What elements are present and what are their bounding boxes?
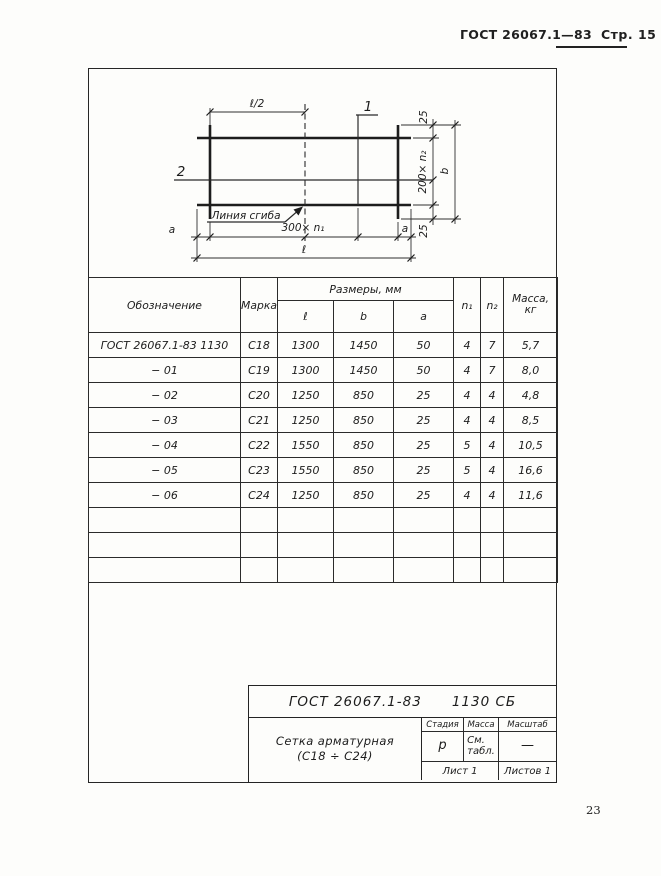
dim-300n1-label: 300× n₁ [281,222,325,234]
sheets-cell: Листов 1 [504,765,551,777]
title-block-doc-row [249,686,556,718]
table-row [89,483,558,508]
cell-mark: С19 [241,358,278,383]
title-block-name-line1: Сетка арматурная [275,734,395,748]
cell-b: 850 [334,483,394,508]
table-row [89,333,558,358]
cell-n1: 4 [454,483,481,508]
dim-25-top-label: 25 [418,110,430,124]
cell-designation: ГОСТ 26067.1-83 1130 [89,333,241,358]
cell-l: 1300 [278,333,334,358]
cell-mark [241,533,278,558]
cell-a: 50 [394,358,454,383]
cell-l: 1550 [278,458,334,483]
page-label: Стр. 15 [600,27,657,42]
cell-n1 [454,558,481,583]
mesh-bars [197,125,411,219]
cell-n2: 7 [481,333,504,358]
cell-n2: 4 [481,383,504,408]
cell-mark [241,508,278,533]
cell-n2: 4 [481,483,504,508]
col-header-n1: n₁ [454,278,481,333]
cell-designation: − 03 [89,408,241,433]
cell-l [278,558,334,583]
cell-b [334,558,394,583]
cell-b: 1450 [334,333,394,358]
cell-b: 850 [334,383,394,408]
cell-l: 1250 [278,383,334,408]
cell-n1: 5 [454,433,481,458]
col-header-l: ℓ [278,301,334,333]
cell-n1: 5 [454,458,481,483]
cell-l: 1550 [278,433,334,458]
cell-mark: С24 [241,483,278,508]
mass-value-line2: табл. [467,745,495,757]
position-2-label: 2 [176,164,186,180]
dim-200n2-label: 200× n₂ [417,150,429,194]
cell-b: 1450 [334,358,394,383]
cell-a: 25 [394,433,454,458]
title-block-doc: ГОСТ 26067.1-83 [288,693,422,710]
cell-n2: 4 [481,458,504,483]
cell-mass: 10,5 [504,433,558,458]
cell-mark: С20 [241,383,278,408]
col-header-a: a [394,301,454,333]
dim-l-total-label: ℓ [301,244,307,256]
cell-b: 850 [334,408,394,433]
col-header-sizes: Размеры, мм [278,278,454,301]
table-row [89,458,558,483]
cell-a [394,508,454,533]
col-header-b: b [334,301,394,333]
cell-a: 50 [394,333,454,358]
cell-designation: − 01 [89,358,241,383]
cell-designation: − 06 [89,483,241,508]
table-row [89,383,558,408]
position-1-label: 1 [363,99,373,115]
mass-header-line1: Масса, [512,292,549,305]
cell-mass: 8,5 [504,408,558,433]
cell-l: 1250 [278,408,334,433]
cell-a: 25 [394,408,454,433]
cell-n2: 4 [481,408,504,433]
cell-mass: 5,7 [504,333,558,358]
stage-label: Стадия [422,718,464,732]
cell-mark: С22 [241,433,278,458]
cell-designation: − 04 [89,433,241,458]
cell-b: 850 [334,458,394,483]
cell-n2 [481,558,504,583]
cell-l [278,508,334,533]
cell-a [394,558,454,583]
cell-b: 850 [334,433,394,458]
scale-value: — [499,732,556,762]
cell-a: 25 [394,458,454,483]
title-block-grid [422,718,556,780]
sheet-cell: Лист 1 [422,762,499,780]
cell-mark: С21 [241,408,278,433]
dim-25-bottom-label: 25 [418,224,430,238]
table-row [89,558,558,583]
dim-l-half-label: ℓ/2 [249,98,265,110]
cell-designation [89,533,241,558]
cell-mass [504,508,558,533]
title-block-code: 1130 СБ [451,693,517,710]
title-block-name-line2: (С18 ÷ С24) [297,749,373,763]
dim-a-left-label: a [168,224,176,236]
dim-b-label: b [439,167,451,175]
cell-designation: − 05 [89,458,241,483]
cell-mark [241,558,278,583]
cell-l [278,533,334,558]
col-header-mass [504,278,558,333]
mass-label: Масса [464,718,499,732]
cell-l: 1300 [278,358,334,383]
cell-b [334,508,394,533]
cell-designation: − 02 [89,383,241,408]
title-block [248,685,557,783]
col-header-designation: Обозначение [89,278,241,333]
title-block-name [249,718,422,780]
cell-n1: 4 [454,408,481,433]
cell-mass: 11,6 [504,483,558,508]
mesh-diagram [88,68,557,277]
page-number: 23 [586,803,601,817]
cell-mark: С18 [241,333,278,358]
dim-a-right-label: a [401,223,409,235]
stage-value: р [422,732,464,762]
cell-a [394,533,454,558]
doc-number: ГОСТ 26067.1—83 [460,27,592,42]
cell-n2 [481,533,504,558]
table-row [89,433,558,458]
cell-b [334,533,394,558]
col-header-mark: Марка [241,278,278,333]
cell-designation [89,558,241,583]
scale-label: Масштаб [499,718,556,732]
cell-n1 [454,533,481,558]
cell-mark: С23 [241,458,278,483]
mass-value [464,732,499,762]
cell-n1: 4 [454,333,481,358]
cell-n1: 4 [454,383,481,408]
table-row [89,533,558,558]
table-row [89,508,558,533]
header-rule [556,46,627,48]
table-row [89,358,558,383]
spec-table [88,277,558,583]
cell-mass [504,533,558,558]
cell-n2: 4 [481,433,504,458]
page-header [460,27,656,42]
cell-mass: 8,0 [504,358,558,383]
cell-n1 [454,508,481,533]
cell-n2: 7 [481,358,504,383]
cell-mass: 4,8 [504,383,558,408]
col-header-n2: n₂ [481,278,504,333]
mass-header-line2: кг [524,304,537,316]
cell-n2 [481,508,504,533]
table-row [89,408,558,433]
cell-a: 25 [394,483,454,508]
cell-n1: 4 [454,358,481,383]
cell-a: 25 [394,383,454,408]
fold-line-label: Линия сгиба [211,210,281,222]
cell-mass: 16,6 [504,458,558,483]
mass-value-line1: См. [467,735,485,746]
cell-l: 1250 [278,483,334,508]
cell-designation [89,508,241,533]
table-body [89,333,558,583]
cell-mass [504,558,558,583]
